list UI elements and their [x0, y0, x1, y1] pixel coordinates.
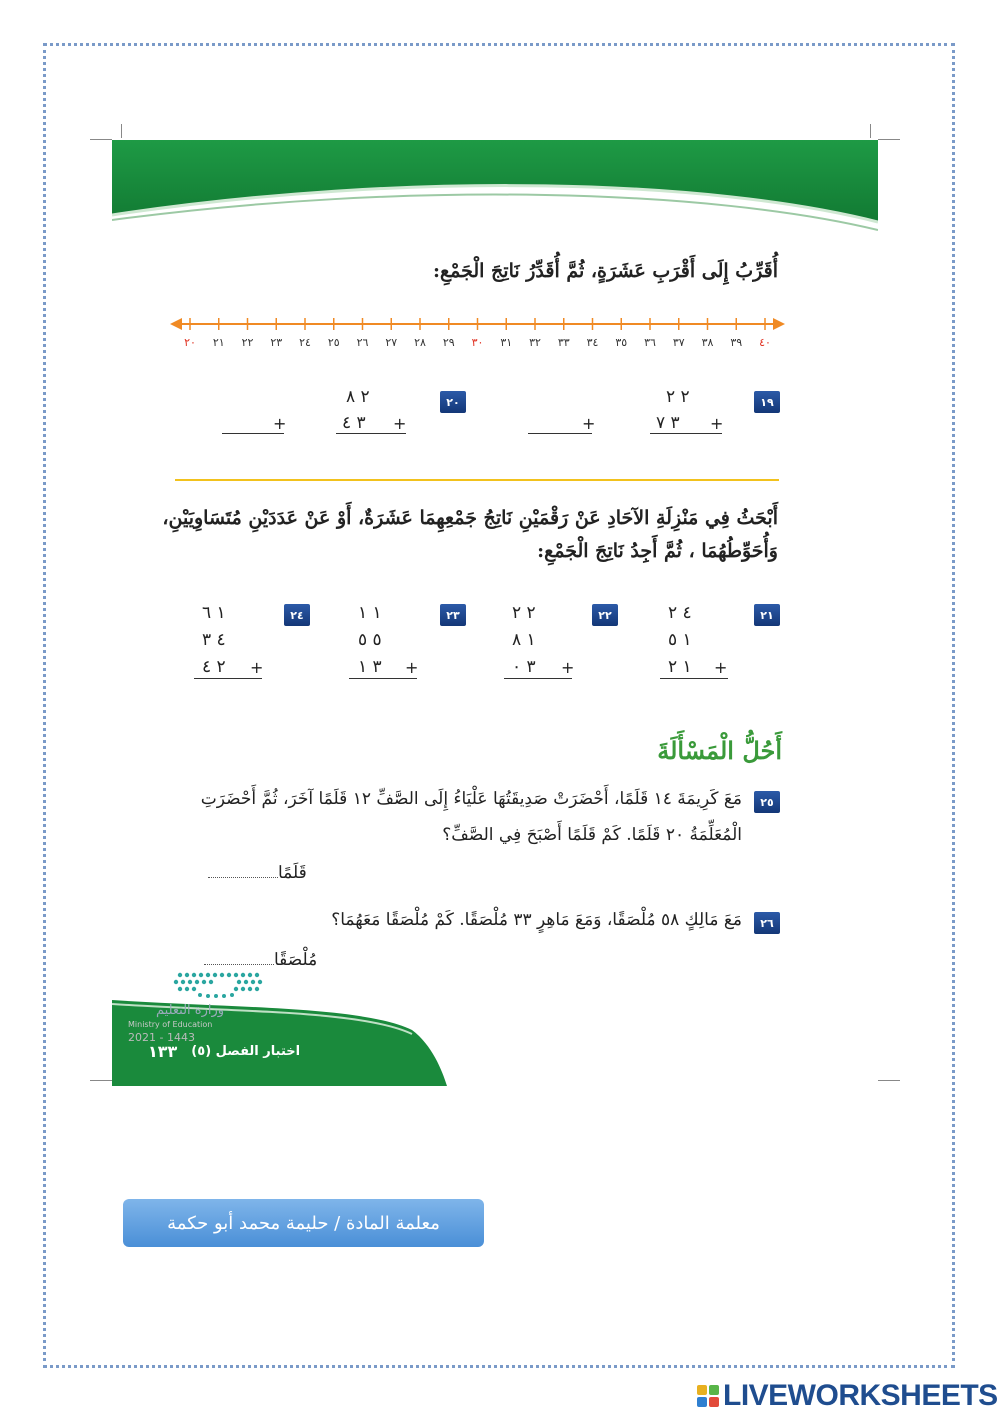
crop-mark	[90, 139, 112, 140]
instruction-line-2: وَأُحَوِّطُهُمَا ، ثُمَّ أَجِدُ نَاتِجَ الْجَمْعِ:	[537, 540, 778, 562]
plus-sign: +	[250, 658, 264, 677]
question-25-line-1: مَعَ كَرِيمَةَ ١٤ قَلَمًا، أَحْضَرَتْ صَدِيقَتُهَا عَلْيَاءُ إِلَى الصَّفِّ ١٢ قَلَمًا آخَرَ، ثُمَّ أَحْضَرَتِ	[200, 789, 742, 809]
ministry-name-ar: وزارة التعليم	[156, 1003, 225, 1018]
crop-mark	[878, 139, 900, 140]
question-25-answer	[204, 863, 307, 883]
number-line-label: ٣٤	[586, 336, 599, 349]
page-border	[43, 43, 955, 1368]
ministry-logo-icon	[128, 965, 268, 1003]
number-line-label: ٣٢	[529, 336, 541, 349]
addend-2: ١ ٥	[668, 630, 692, 650]
plus-sign: +	[393, 414, 407, 433]
sum-line	[650, 433, 722, 434]
number-line-label: ٣٥	[615, 336, 628, 349]
addend-1: ٤ ٢	[668, 603, 692, 623]
answer-blank-26[interactable]	[204, 952, 274, 965]
ministry-year: 2021 - 1443	[128, 1031, 195, 1044]
question-26-line-1: مَعَ مَالِكٍ ٥٨ مُلْصَقًا، وَمَعَ مَاهِرٍ ٣٣ مُلْصَقًا. كَمْ مُلْصَقًا مَعَهُمَا؟	[331, 910, 742, 930]
section-divider	[175, 479, 779, 481]
plus-sign: +	[710, 414, 724, 433]
number-line-label: ٢٣	[270, 336, 283, 349]
number-line-label: ٣٨	[701, 336, 714, 349]
number-line-label: ٣٦	[644, 336, 656, 349]
sum-answer-line[interactable]	[660, 678, 728, 679]
addend-2: ٤ ٣	[202, 630, 226, 650]
question-badge-20: ٢٠	[440, 391, 466, 413]
plus-sign: +	[405, 658, 419, 677]
ministry-logo	[128, 965, 268, 1050]
question-badge-19: ١٩	[754, 391, 780, 413]
addend-bottom: ٣ ٤	[342, 413, 366, 433]
number-line-label: ٢٤	[299, 336, 311, 349]
plus-sign: +	[273, 414, 287, 433]
estimate-answer-line[interactable]	[528, 433, 592, 434]
sum-answer-line[interactable]	[349, 678, 417, 679]
teacher-name-button[interactable]: معلمة المادة / حليمة محمد أبو حكمة	[123, 1199, 484, 1247]
plus-sign: +	[582, 414, 596, 433]
question-badge-25: ٢٥	[754, 791, 780, 813]
addend-1: ١ ٦	[202, 603, 226, 623]
addend-3: ٢ ٤	[202, 657, 226, 677]
liveworksheets-brand	[697, 1379, 998, 1413]
number-line-label: ٢٥	[327, 336, 340, 349]
question-25-line-2: الْمُعَلِّمَةُ ٢٠ قَلَمًا. كَمْ قَلَمًا أَصْبَحَ فِي الصَّفِّ؟	[442, 825, 742, 845]
instruction-line-1: أَبْحَثُ فِي مَنْزِلَةِ الآحَادِ عَنْ رَقْمَيْنِ نَاتِجُ جَمْعِهِمَا عَشَرَةٌ، أَوْ عَنْ عَدَدَيْنِ مُتَسَاوِيَيْنِ،	[162, 507, 778, 529]
answer-blank-25[interactable]	[208, 865, 278, 878]
plus-sign: +	[714, 658, 728, 677]
number-line-label: ٤٠	[759, 336, 771, 349]
question-badge-23: ٢٣	[440, 604, 466, 626]
addend-2: ٥ ٥	[358, 630, 382, 650]
crop-mark	[878, 1080, 900, 1081]
number-line-label: ٣١	[500, 336, 513, 349]
page-number: ١٣٣	[148, 1042, 178, 1061]
question-badge-24: ٢٤	[284, 604, 310, 626]
question-badge-22: ٢٢	[592, 604, 618, 626]
addend-3: ٣ ٠	[512, 657, 536, 677]
estimate-answer-line[interactable]	[222, 433, 284, 434]
crop-mark	[870, 124, 871, 138]
section-heading-problem-solving: أَحُلُّ الْمَسْأَلَةَ	[657, 736, 782, 765]
question-badge-21: ٢١	[754, 604, 780, 626]
answer-unit-pens: قَلَمًا	[278, 863, 307, 883]
number-line	[170, 310, 785, 355]
header-banner	[112, 140, 878, 232]
addend-3: ١ ٢	[668, 657, 692, 677]
addend-bottom: ٣ ٧	[656, 413, 680, 433]
addend-top: ٢ ٢	[666, 387, 690, 407]
addend-1: ٢ ٢	[512, 603, 536, 623]
number-line-label: ٢٠	[184, 336, 196, 349]
liveworksheets-logo-icon	[697, 1385, 719, 1407]
number-line-label: ٢٢	[241, 336, 254, 349]
addend-top: ٢ ٨	[346, 387, 370, 407]
number-line-label: ٢٦	[356, 336, 369, 349]
plus-sign: +	[561, 658, 575, 677]
arrow-right-icon	[773, 318, 785, 330]
addend-1: ١ ١	[358, 603, 382, 623]
number-line-label: ٢٨	[414, 336, 426, 349]
ministry-name-en: Ministry of Education	[128, 1020, 213, 1029]
arrow-left-icon	[170, 318, 182, 330]
liveworksheets-wordmark: LIVEWORKSHEETS	[723, 1379, 998, 1412]
number-line-label: ٣٩	[730, 336, 743, 349]
sum-answer-line[interactable]	[194, 678, 262, 679]
crop-mark	[121, 124, 122, 138]
addend-2: ١ ٨	[512, 630, 536, 650]
number-line-label: ٢١	[212, 336, 225, 349]
number-line-label: ٣٧	[672, 336, 685, 349]
sum-line	[336, 433, 406, 434]
footer-page-label: اختبار الفصل (٥)	[191, 1044, 301, 1059]
instruction-rounding: أُقَرِّبُ إِلَى أَقْرَبِ عَشَرَةٍ، ثُمَّ أُقَدِّرُ نَاتِجَ الْجَمْعِ:	[432, 260, 778, 282]
crop-mark	[90, 1080, 112, 1081]
number-line-label: ٢٧	[385, 336, 398, 349]
question-badge-26: ٢٦	[754, 912, 780, 934]
addend-3: ٣ ١	[358, 657, 382, 677]
number-line-label: ٣٠	[471, 336, 484, 349]
number-line-label: ٣٣	[557, 336, 570, 349]
answer-unit-stickers: مُلْصَقًا	[274, 950, 318, 970]
sum-answer-line[interactable]	[504, 678, 572, 679]
number-line-label: ٢٩	[442, 336, 455, 349]
